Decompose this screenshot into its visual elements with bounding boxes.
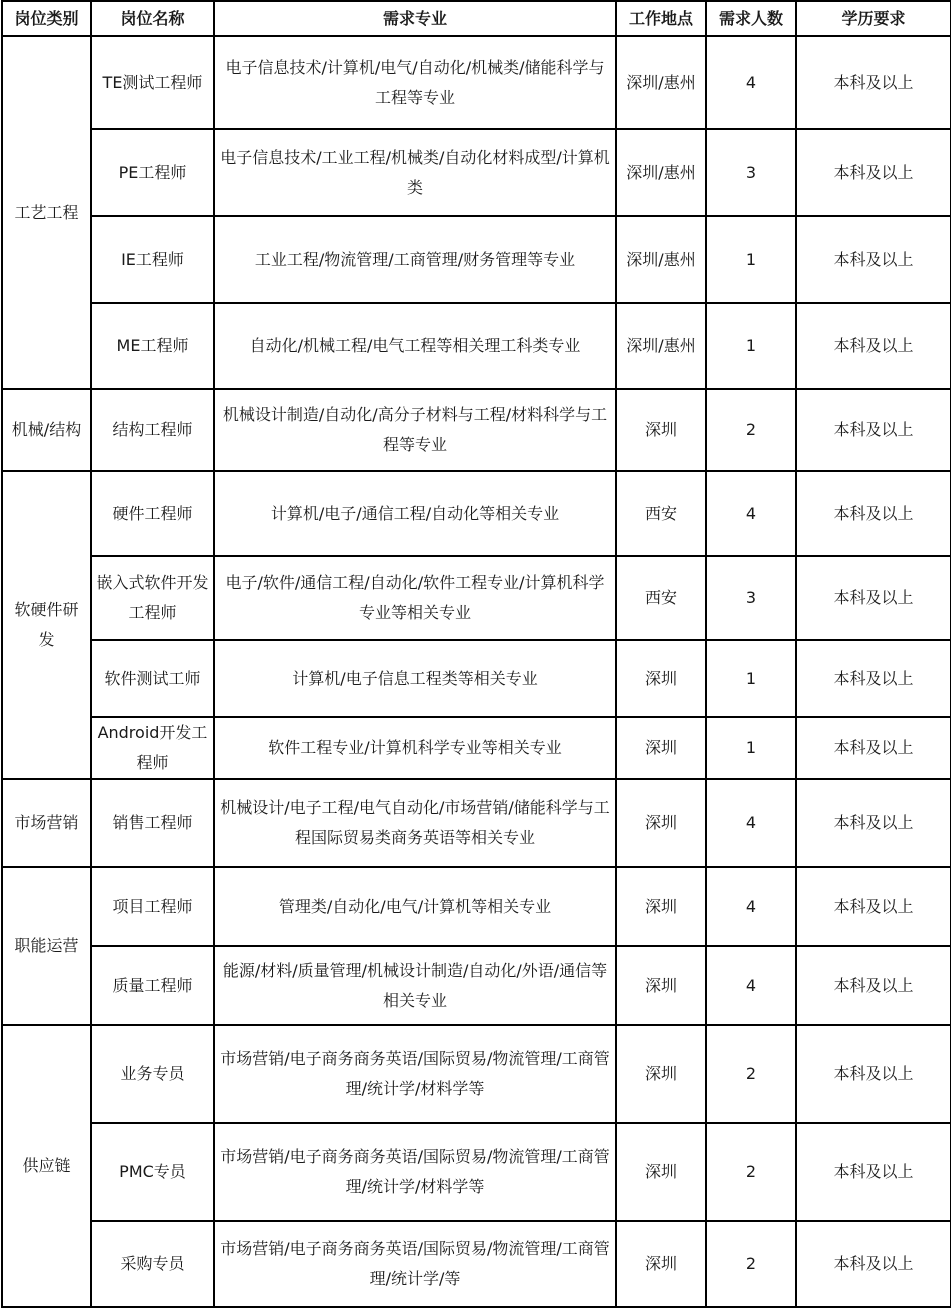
count-cell: 4 [706,946,796,1025]
location-cell: 深圳 [616,389,706,471]
title-cell: 项目工程师 [91,867,214,946]
title-cell: PE工程师 [91,129,214,216]
table-row [2,303,951,389]
title-cell: Android开发工程师 [91,717,214,779]
location-cell: 深圳/惠州 [616,129,706,216]
location-cell: 深圳/惠州 [616,36,706,129]
count-cell: 4 [706,867,796,946]
count-cell: 1 [706,303,796,389]
count-cell: 2 [706,1221,796,1307]
major-cell: 市场营销/电子商务商务英语/国际贸易/物流管理/工商管理/统计学/材料学等 [214,1025,616,1123]
header-major: 需求专业 [214,1,616,36]
table-row [2,1123,951,1221]
major-cell: 自动化/机械工程/电气工程等相关理工科类专业 [214,303,616,389]
location-cell: 西安 [616,556,706,640]
category-cell: 机械/结构 [2,389,91,471]
table-row [2,640,951,717]
title-cell: 业务专员 [91,1025,214,1123]
table-row [2,779,951,867]
major-cell: 软件工程专业/计算机科学专业等相关专业 [214,717,616,779]
education-cell: 本科及以上 [796,471,951,556]
count-cell: 3 [706,556,796,640]
location-cell: 深圳 [616,1123,706,1221]
count-cell: 4 [706,779,796,867]
count-cell: 2 [706,1123,796,1221]
major-cell: 计算机/电子/通信工程/自动化等相关专业 [214,471,616,556]
title-cell: 软件测试工师 [91,640,214,717]
count-cell: 2 [706,389,796,471]
title-cell: PMC专员 [91,1123,214,1221]
location-cell: 深圳/惠州 [616,303,706,389]
location-cell: 深圳 [616,946,706,1025]
education-cell: 本科及以上 [796,640,951,717]
major-cell: 计算机/电子信息工程类等相关专业 [214,640,616,717]
table-row [2,471,951,556]
table-row [2,1025,951,1123]
education-cell: 本科及以上 [796,946,951,1025]
education-cell: 本科及以上 [796,36,951,129]
title-cell: 嵌入式软件开发工程师 [91,556,214,640]
header-category: 岗位类别 [2,1,91,36]
education-cell: 本科及以上 [796,779,951,867]
title-cell: 质量工程师 [91,946,214,1025]
location-cell: 深圳 [616,1221,706,1307]
title-cell: 销售工程师 [91,779,214,867]
title-cell: IE工程师 [91,216,214,303]
major-cell: 市场营销/电子商务商务英语/国际贸易/物流管理/工商管理/统计学/材料学等 [214,1123,616,1221]
table-row [2,129,951,216]
count-cell: 1 [706,717,796,779]
header-education: 学历要求 [796,1,951,36]
location-cell: 深圳 [616,717,706,779]
major-cell: 工业工程/物流管理/工商管理/财务管理等专业 [214,216,616,303]
education-cell: 本科及以上 [796,303,951,389]
table-row [2,867,951,946]
major-cell: 能源/材料/质量管理/机械设计制造/自动化/外语/通信等相关专业 [214,946,616,1025]
header-row [2,1,951,36]
education-cell: 本科及以上 [796,1123,951,1221]
title-cell: ME工程师 [91,303,214,389]
education-cell: 本科及以上 [796,216,951,303]
count-cell: 3 [706,129,796,216]
education-cell: 本科及以上 [796,867,951,946]
major-cell: 机械设计/电子工程/电气自动化/市场营销/储能科学与工程国际贸易类商务英语等相关专业 [214,779,616,867]
location-cell: 西安 [616,471,706,556]
count-cell: 1 [706,216,796,303]
table-row [2,389,951,471]
major-cell: 市场营销/电子商务商务英语/国际贸易/物流管理/工商管理/统计学/等 [214,1221,616,1307]
category-cell: 供应链 [2,1025,91,1307]
header-location: 工作地点 [616,1,706,36]
category-cell: 市场营销 [2,779,91,867]
education-cell: 本科及以上 [796,129,951,216]
category-cell: 软硬件研发 [2,471,91,779]
title-cell: 硬件工程师 [91,471,214,556]
job-requirements-table [1,0,951,1308]
category-cell: 职能运营 [2,867,91,1025]
count-cell: 4 [706,471,796,556]
location-cell: 深圳/惠州 [616,216,706,303]
title-cell: TE测试工程师 [91,36,214,129]
table-row [2,216,951,303]
major-cell: 电子信息技术/工业工程/机械类/自动化材料成型/计算机类 [214,129,616,216]
table-row [2,717,951,779]
count-cell: 4 [706,36,796,129]
title-cell: 采购专员 [91,1221,214,1307]
table-row [2,36,951,129]
location-cell: 深圳 [616,640,706,717]
title-cell: 结构工程师 [91,389,214,471]
education-cell: 本科及以上 [796,1025,951,1123]
table-row [2,556,951,640]
education-cell: 本科及以上 [796,1221,951,1307]
table-row [2,1221,951,1307]
header-title: 岗位名称 [91,1,214,36]
table-row [2,946,951,1025]
location-cell: 深圳 [616,867,706,946]
major-cell: 电子/软件/通信工程/自动化/软件工程专业/计算机科学专业等相关专业 [214,556,616,640]
major-cell: 管理类/自动化/电气/计算机等相关专业 [214,867,616,946]
education-cell: 本科及以上 [796,556,951,640]
major-cell: 电子信息技术/计算机/电气/自动化/机械类/储能科学与工程等专业 [214,36,616,129]
category-cell: 工艺工程 [2,36,91,389]
count-cell: 1 [706,640,796,717]
header-count: 需求人数 [706,1,796,36]
location-cell: 深圳 [616,1025,706,1123]
location-cell: 深圳 [616,779,706,867]
major-cell: 机械设计制造/自动化/高分子材料与工程/材料科学与工程等专业 [214,389,616,471]
count-cell: 2 [706,1025,796,1123]
education-cell: 本科及以上 [796,717,951,779]
education-cell: 本科及以上 [796,389,951,471]
